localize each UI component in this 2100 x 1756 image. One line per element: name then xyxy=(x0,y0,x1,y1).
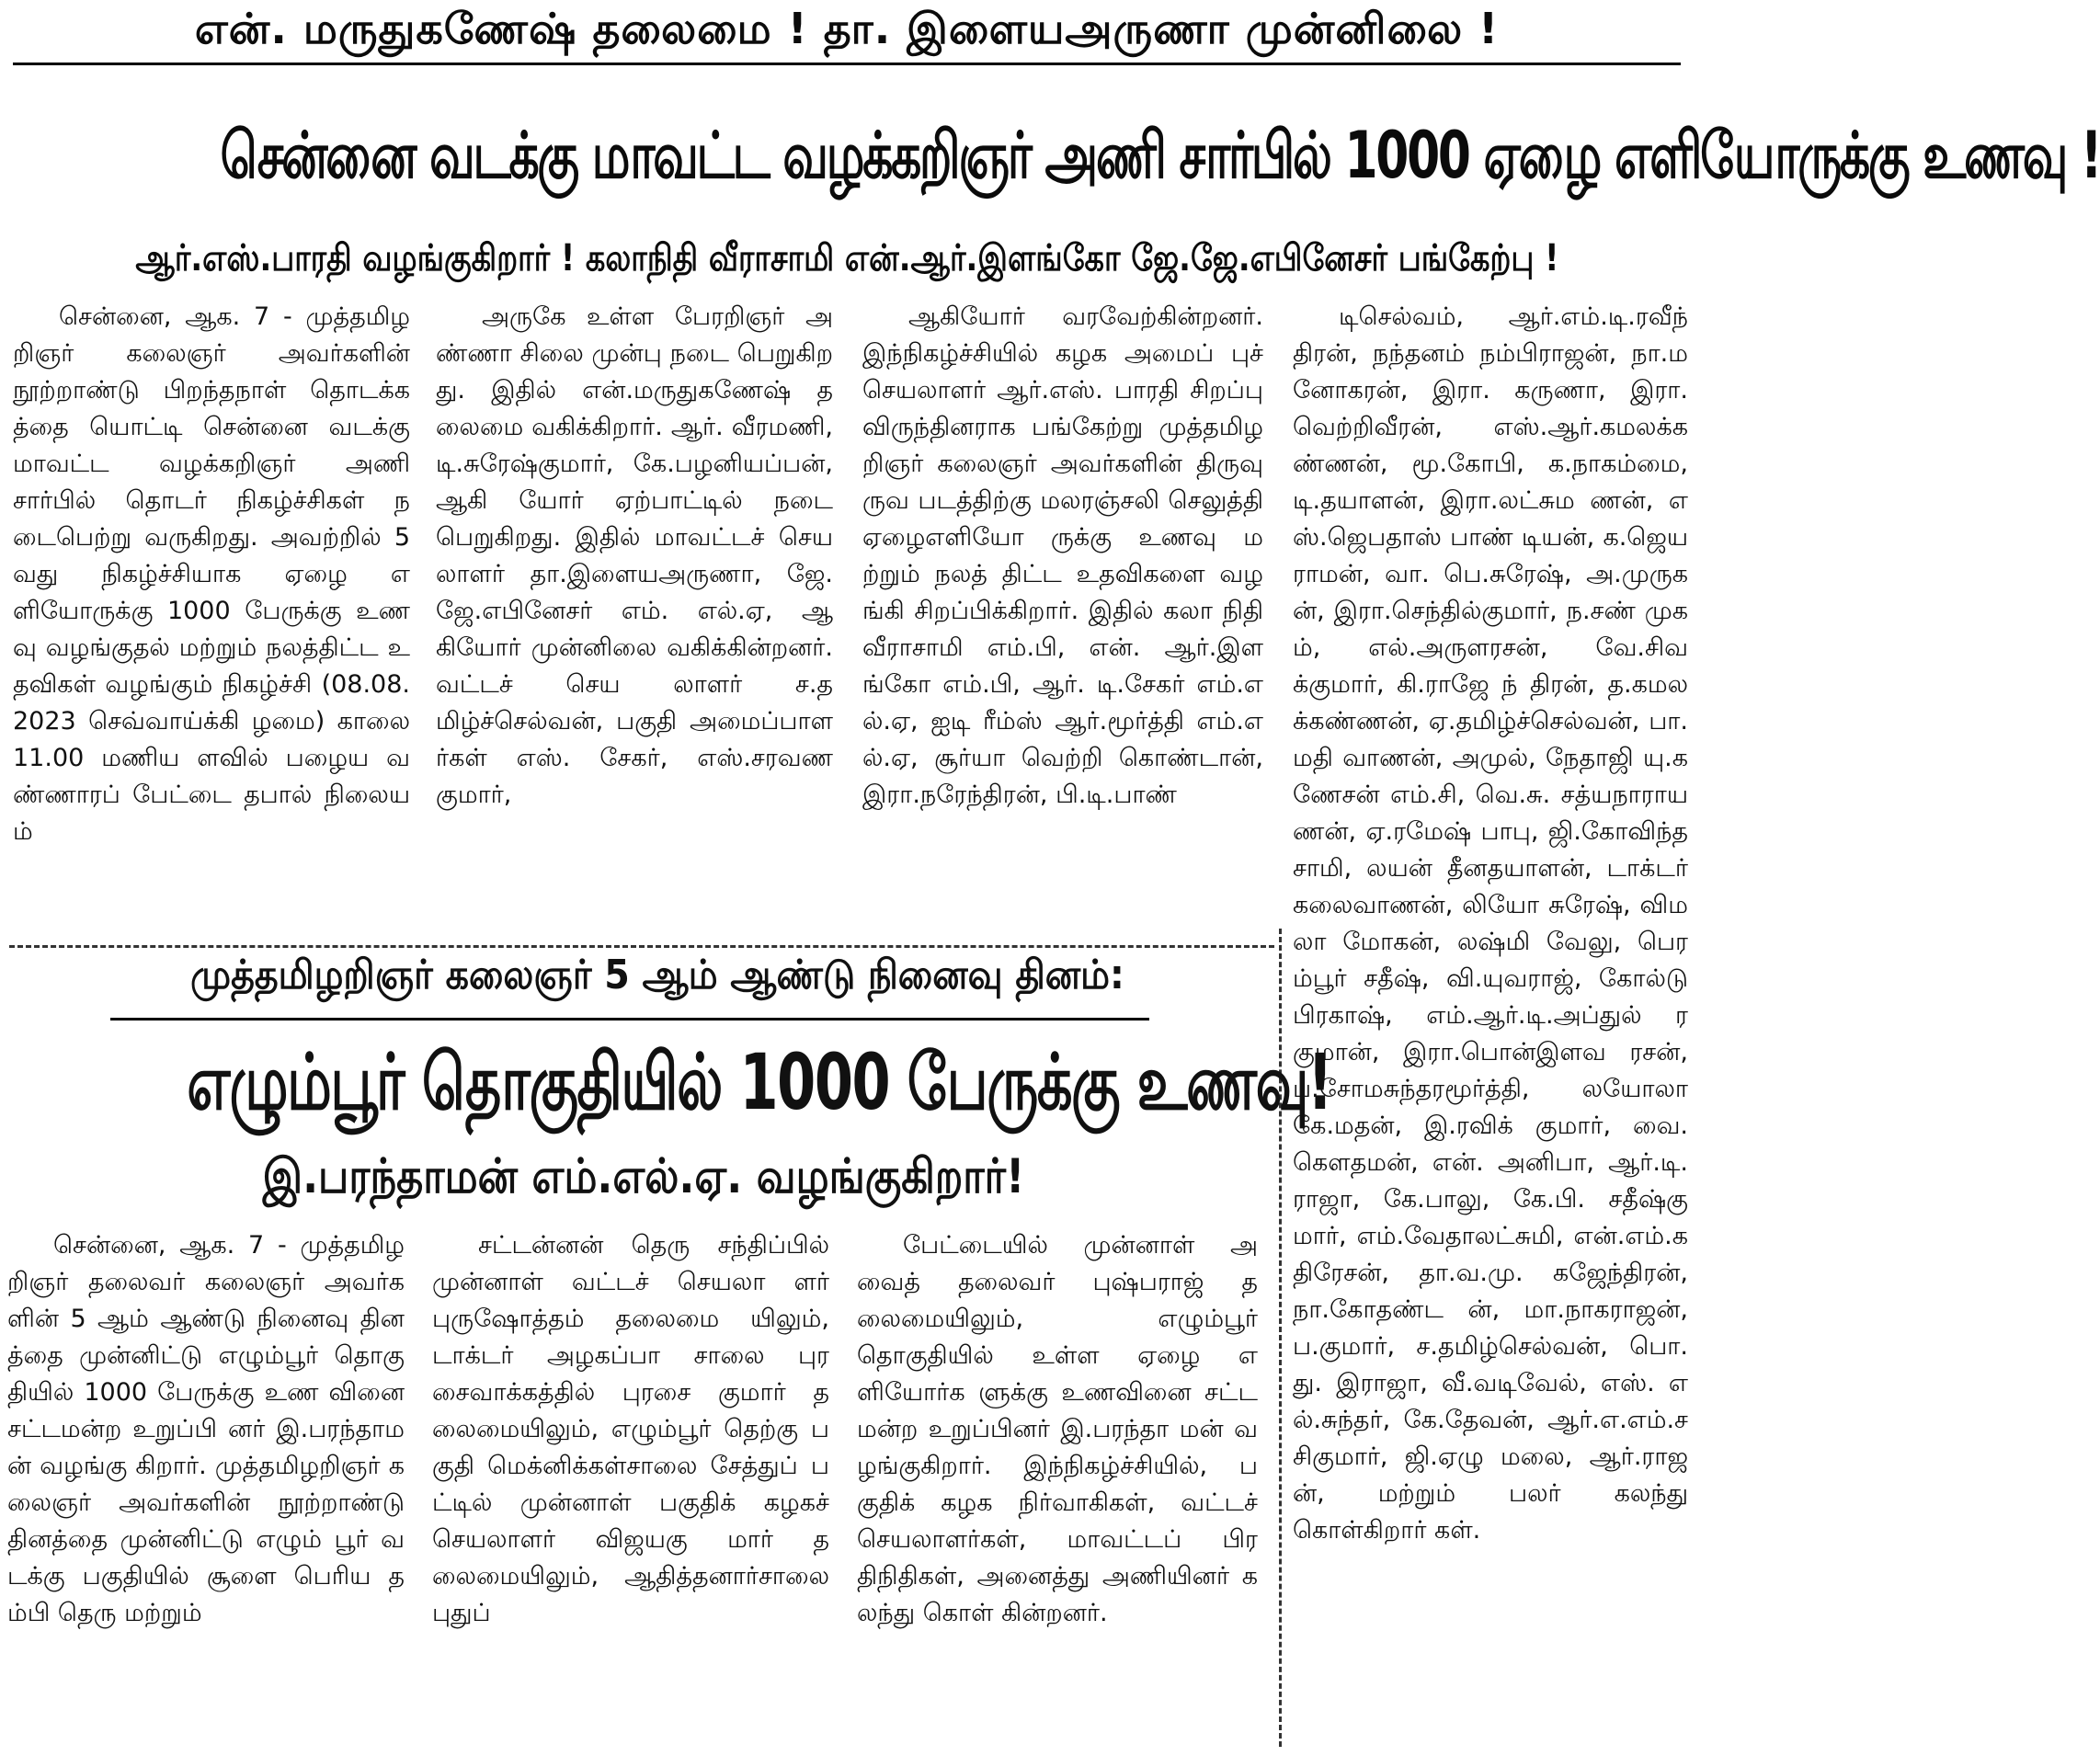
article1-column-4 xyxy=(1293,299,1688,1751)
article1-column-2-text: அருகே உள்ள பேரறிஞர் அண்ணா சிலை முன்பு நடை பெறுகிறது. இதில் என்.மருதுகணேஷ் தலைமை வகிக்கிறார். ஆர். வீரமணி, டி.சுரேஷ்குமார், கே.பழனியப்பன், ஆகி யோர் ஏற்பாட்டில் நடை பெறுகிறது. இதில் மாவட்டச் செயலாளர் தா.இளையஅருணா, ஜே.ஜே.எபினேசர் எம். எல்.ஏ, ஆகியோர் முன்னிலை வகிக்கின்றனர். வட்டச் செய லாளர் ச.தமிழ்ச்செல்வன், பகுதி அமைப்பாளர்கள் எஸ். சேகர், எஸ்.சரவணகுமார், xyxy=(436,302,833,809)
article1-subhead: ஆர்.எஸ்.பாரதி வழங்குகிறார் ! கலாநிதி வீராசாமி என்.ஆர்.இளங்கோ ஜே.ஜே.எபினேசர் பங்கேற்பு ! xyxy=(135,237,1559,279)
article1-column-3-text: ஆகியோர் வரவேற்கின்றனர். இந்நிகழ்ச்சியில் கழக அமைப் புச் செயலாளர் ஆர்.எஸ். பாரதி சிறப்பு விருந்தினராக பங்கேற்று முத்தமிழறிஞர் கலைஞர் அவர்களின் திருவு ருவ படத்திற்கு மலரஞ்சலி செலுத்தி ஏழைஎளியோ ருக்கு உணவு மற்றும் நலத் திட்ட உதவிகளை வழங்கி சிறப்பிக்கிறார். இதில் கலா நிதி வீராசாமி எம்.பி, என். ஆர்.இளங்கோ எம்.பி, ஆர். டி.சேகர் எம்.எல்.ஏ, ஐடி ரீம்ஸ் ஆர்.மூர்த்தி எம்.எல்.ஏ, சூர்யா வெற்றி கொண்டான், இரா.நரேந்திரன், பி.டி.பாண் xyxy=(862,302,1263,809)
article2-column-1 xyxy=(7,1227,405,1751)
article1-column-4-text: டிசெல்வம், ஆர்.எம்.டி.ரவீந் திரன், நந்தனம் நம்பிராஜன், நா.மனோகரன், இரா. கருணா, இரா.வெற்றிவீரன், எஸ்.ஆர்.கமலக்கண்ணன், மூ.கோபி, க.நாகம்மை, டி.தயாளன், இரா.லட்சும ணன், எஸ்.ஜெபதாஸ் பாண் டியன், க.ஜெயராமன், வா. பெ.சுரேஷ், அ.முருகன், இரா.செந்தில்குமார், ந.சண் முகம், எல்.அருளரசன், வே.சிவக்குமார், கி.ராஜே ந் திரன், த.கமலக்கண்ணன், ஏ.தமிழ்ச்செல்வன், பா.மதி வாணன், அமுல், நேதாஜி யு.கணேசன் எம்.சி, வெ.சு. சத்யநாராயணன், ஏ.ரமேஷ் பாபு, ஜி.கோவிந்தசாமி, லயன் தீனதயாளன், டாக்டர் கலைவாணன், லியோ சுரேஷ், விமலா மோகன், லஷ்மி வேலு, பெரம்பூர் சதீஷ், வி.யுவராஜ், கோல்டு பிரகாஷ், எம்.ஆர்.டி.அப்துல் ரகுமான், இரா.பொன்இளவ ரசன், ப.சோமசுந்தரமூர்த்தி, லயோலா கே.மதன், இ.ரவிக் குமார், வை.கௌதமன், என். அனிபா, ஆர்.டி.ராஜா, கே.பாலு, கே.பி. சதீஷ்கு மார், எம்.வேதாலட்சுமி, என்.எம்.கதிரேசன், தா.வ.மு. கஜேந்திரன், நா.கோதண்ட ன், மா.நாகராஜன், ப.குமார், ச.தமிழ்செல்வன், பொ.து. இராஜா, வீ.வடிவேல், எஸ். எல்.சுந்தர், கே.தேவன், ஆர்.எ.எம்.சசிகுமார், ஜி.ஏழு மலை, ஆர்.ராஜன், மற்றும் பலர் கலந்து கொள்கிறார் கள். xyxy=(1293,302,1688,1545)
article2-kicker-underline xyxy=(110,1018,1149,1021)
article1-column-1 xyxy=(13,299,410,933)
article1-headline: சென்னை வடக்கு மாவட்ட வழக்கறிஞர் அணி சார்பில் 1000 ஏழை எளியோருக்கு உணவு ! xyxy=(220,118,2100,193)
article2-column-2 xyxy=(432,1227,829,1751)
article2-kicker: முத்தமிழறிஞர் கலைஞர் 5 ஆம் ஆண்டு நினைவு தினம்: xyxy=(190,952,1124,998)
article2-column-3 xyxy=(857,1227,1258,1751)
article2-headline: எழும்பூர் தொகுதியில் 1000 பேருக்கு உணவு! xyxy=(187,1037,1332,1127)
article2-column-2-text: சட்டன்னன் தெரு சந்திப்பில் முன்னாள் வட்டச் செயலா ளர் புருஷோத்தம் தலைமை யிலும், டாக்டர் அழகப்பா சாலை புரசைவாக்கத்தில் புரசை குமார் தலைமையிலும், எழும்பூர் தெற்கு பகுதி மெக்னிக்கள்சாலை சேத்துப் பட்டில் முன்னாள் பகுதிக் கழகச் செயலாளர் விஜயகு மார் தலைமையிலும், ஆதித்தனார்சாலை புதுப் xyxy=(432,1231,829,1627)
article1-column-1-text: சென்னை, ஆக. 7 - முத்தமிழறிஞர் கலைஞர் அவர்களின் நூற்றாண்டு பிறந்தநாள் தொடக்கத்தை யொட்டி சென்னை வடக்கு மாவட்ட வழக்கறிஞர் அணி சார்பில் தொடர் நிகழ்ச்சிகள் நடைபெற்று வருகிறது. அவற்றில் 5வது நிகழ்ச்சியாக ஏழை எளியோருக்கு 1000 பேருக்கு உணவு வழங்குதல் மற்றும் நலத்திட்ட உதவிகள் வழங்கும் நிகழ்ச்சி (08.08.2023 செவ்வாய்க்கி ழமை) காலை 11.00 மணிய ளவில் பழைய வண்ணாரப் பேட்டை தபால் நிலையம் xyxy=(13,302,410,846)
article2-column-1-text: சென்னை, ஆக. 7 - முத்தமிழறிஞர் தலைவர் கலைஞர் அவர்களின் 5 ஆம் ஆண்டு நினைவு தினத்தை முன்னிட்டு எழும்பூர் தொகு தியில் 1000 பேருக்கு உண வினை சட்டமன்ற உறுப்பி னர் இ.பரந்தாமன் வழங்கு கிறார். முத்தமிழறிஞர் கலைஞர் அவர்களின் நூற்றாண்டு தினத்தை முன்னிட்டு எழும் பூர் வடக்கு பகுதியில் சூளை பெரிய தம்பி தெரு மற்றும் xyxy=(7,1231,405,1627)
top-rule xyxy=(13,63,1681,65)
article2-subhead: இ.பரந்தாமன் எம்.எல்.ஏ. வழங்குகிறார்! xyxy=(262,1149,1025,1204)
section-divider-horizontal xyxy=(9,945,1274,948)
article2-column-3-text: பேட்டையில் முன்னாள் அவைத் தலைவர் புஷ்பராஜ் தலைமையிலும், எழும்பூர் தொகுதியில் உள்ள ஏழை எளியோர்க ளுக்கு உணவினை சட்ட மன்ற உறுப்பினர் இ.பரந்தா மன் வழங்குகிறார். இந்நிகழ்ச்சியில், பகுதிக் கழக நிர்வாகிகள், வட்டச் செயலாளர்கள், மாவட்டப் பிரதிநிதிகள், அனைத்து அணியினர் கலந்து கொள் கின்றனர். xyxy=(857,1231,1258,1627)
article1-column-2 xyxy=(436,299,833,933)
article1-column-3 xyxy=(862,299,1263,933)
article1-kicker: என். மருதுகணேஷ் தலைமை ! தா. இளையஅருணா முன்னிலை ! xyxy=(194,4,1500,53)
